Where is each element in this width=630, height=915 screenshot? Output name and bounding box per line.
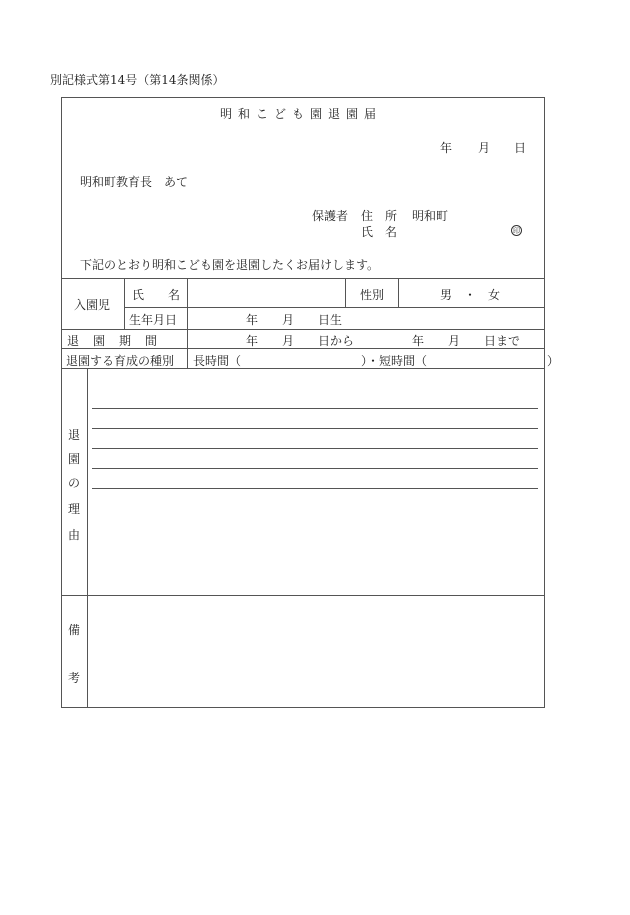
table-vline-reason [87,368,88,708]
date-day: 日 [514,141,527,155]
reason-writing-line [92,468,538,469]
table-vline-gender-left [345,278,346,307]
birth-label: 生年月日 [129,313,178,327]
gender-label: 性別 [360,288,385,302]
name-label: 氏 名 [361,225,398,239]
period-from: 年 月 日から [246,334,355,348]
period-label: 退 園 期 間 [67,334,159,348]
form-code: 別記様式第14号（第14条関係） [50,73,225,87]
table-vline-child [124,278,125,329]
guardian-label: 保護者 [312,209,349,223]
type-value: 長時間（ ）・短時間（ ） [193,354,560,368]
remarks-char-2: 考 [67,671,80,685]
table-line-remarks [61,595,545,596]
table-vline-gender-right [398,278,399,307]
table-line-top [61,278,545,279]
name-row-label: 氏 名 [132,288,181,302]
type-label: 退園する育成の種別 [66,354,175,368]
date-year: 年 [440,141,453,155]
seal-mark: 印 [513,227,520,235]
remarks-char-1: 備 [67,623,80,637]
reason-char-3: の [67,476,80,490]
reason-char-4: 理 [67,502,80,516]
address-label: 住 所 [361,209,398,223]
reason-writing-line [92,448,538,449]
date-month: 月 [478,141,491,155]
birth-value: 年 月 日生 [246,313,343,327]
child-label: 入園児 [74,298,111,312]
reason-writing-line [92,408,538,409]
reason-char-1: 退 [67,428,80,442]
addressee: 明和町教育長 あて [80,175,189,189]
period-to: 年 月 日まで [412,334,521,348]
table-vline-label [187,278,188,368]
statement: 下記のとおり明和こども園を退園したくお届けします。 [80,258,380,272]
reason-char-2: 園 [67,452,80,466]
address-value: 明和町 [412,209,449,223]
form-title: 明和こども園退園届 [220,107,383,121]
reason-char-5: 由 [67,528,80,542]
reason-writing-line [92,428,538,429]
reason-writing-line [92,488,538,489]
gender-options: 男 ・ 女 [440,288,501,302]
table-line-period [61,329,545,330]
